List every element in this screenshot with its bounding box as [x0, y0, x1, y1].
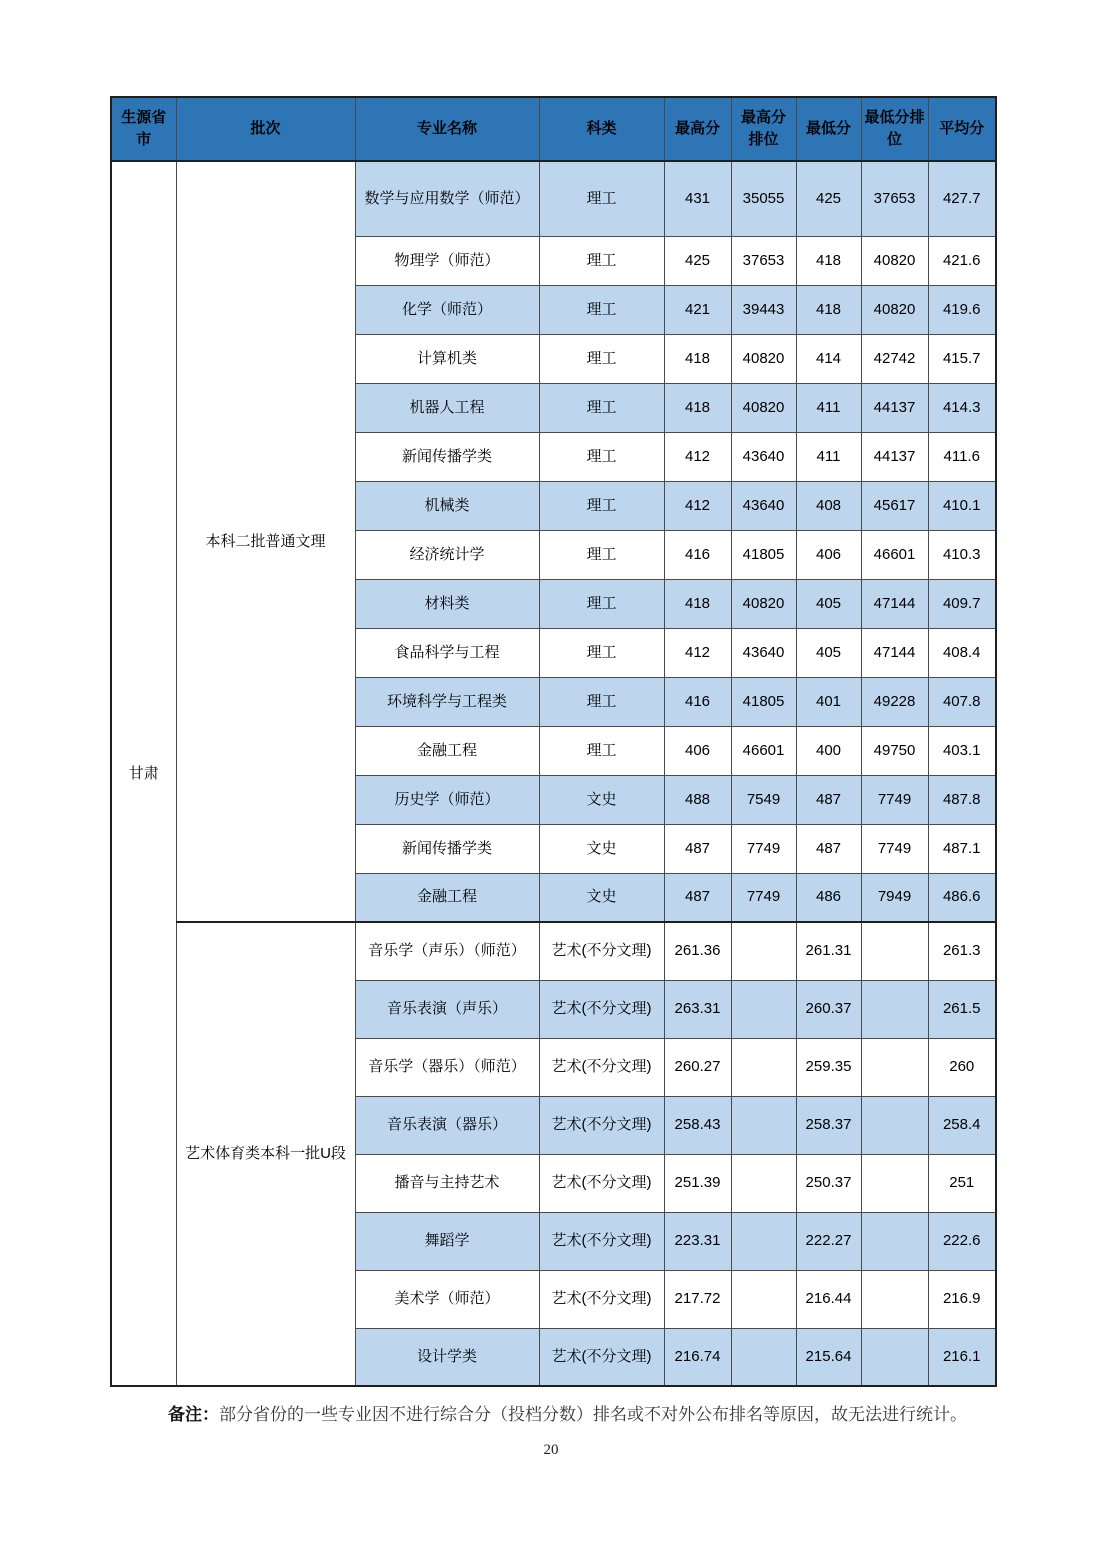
- min-rank-cell: [861, 1270, 928, 1328]
- min-score-cell: 405: [796, 628, 861, 677]
- min-rank-cell: 47144: [861, 579, 928, 628]
- table-row: [111, 922, 996, 980]
- min-rank-cell: 40820: [861, 285, 928, 334]
- avg-score-cell: 427.7: [928, 161, 996, 236]
- column-header-0: 生源省市: [111, 97, 176, 161]
- max-rank-cell: 41805: [731, 530, 796, 579]
- max-score-cell: 406: [664, 726, 731, 775]
- category-cell: 理工: [539, 161, 664, 236]
- max-score-cell: 412: [664, 628, 731, 677]
- min-score-cell: 487: [796, 824, 861, 873]
- min-rank-cell: 37653: [861, 161, 928, 236]
- major-cell: 音乐学（声乐）（师范）: [355, 922, 539, 980]
- avg-score-cell: 261.5: [928, 980, 996, 1038]
- batch-cell: 艺术体育类本科一批U段: [176, 922, 355, 1386]
- category-cell: 艺术(不分文理): [539, 980, 664, 1038]
- min-score-cell: 411: [796, 383, 861, 432]
- max-rank-cell: 39443: [731, 285, 796, 334]
- min-score-cell: 425: [796, 161, 861, 236]
- max-score-cell: 261.36: [664, 922, 731, 980]
- max-rank-cell: [731, 1096, 796, 1154]
- max-rank-cell: 7549: [731, 775, 796, 824]
- major-cell: 音乐表演（声乐）: [355, 980, 539, 1038]
- batch-cell: 本科二批普通文理: [176, 161, 355, 922]
- max-score-cell: 488: [664, 775, 731, 824]
- avg-score-cell: 410.3: [928, 530, 996, 579]
- max-score-cell: 216.74: [664, 1328, 731, 1386]
- avg-score-cell: 487.1: [928, 824, 996, 873]
- category-cell: 理工: [539, 383, 664, 432]
- max-rank-cell: 41805: [731, 677, 796, 726]
- max-rank-cell: 43640: [731, 481, 796, 530]
- max-rank-cell: [731, 1270, 796, 1328]
- min-rank-cell: 47144: [861, 628, 928, 677]
- min-score-cell: 250.37: [796, 1154, 861, 1212]
- footnote-text: 部分省份的一些专业因不进行综合分（投档分数）排名或不对外公布排名等原因，故无法进行统计。: [219, 1405, 967, 1424]
- avg-score-cell: 216.9: [928, 1270, 996, 1328]
- major-cell: 计算机类: [355, 334, 539, 383]
- max-score-cell: 416: [664, 530, 731, 579]
- category-cell: 艺术(不分文理): [539, 1096, 664, 1154]
- min-rank-cell: 49750: [861, 726, 928, 775]
- min-rank-cell: [861, 1096, 928, 1154]
- avg-score-cell: 414.3: [928, 383, 996, 432]
- category-cell: 理工: [539, 432, 664, 481]
- min-score-cell: 401: [796, 677, 861, 726]
- max-rank-cell: 37653: [731, 236, 796, 285]
- min-rank-cell: 7949: [861, 873, 928, 922]
- major-cell: 新闻传播学类: [355, 432, 539, 481]
- max-score-cell: 421: [664, 285, 731, 334]
- column-header-7: 最低分排位: [861, 97, 928, 161]
- avg-score-cell: 408.4: [928, 628, 996, 677]
- category-cell: 理工: [539, 726, 664, 775]
- major-cell: 化学（师范）: [355, 285, 539, 334]
- major-cell: 经济统计学: [355, 530, 539, 579]
- category-cell: 艺术(不分文理): [539, 1154, 664, 1212]
- category-cell: 理工: [539, 677, 664, 726]
- max-score-cell: 223.31: [664, 1212, 731, 1270]
- major-cell: 金融工程: [355, 873, 539, 922]
- column-header-6: 最低分: [796, 97, 861, 161]
- major-cell: 材料类: [355, 579, 539, 628]
- min-rank-cell: 45617: [861, 481, 928, 530]
- max-rank-cell: 43640: [731, 432, 796, 481]
- avg-score-cell: 222.6: [928, 1212, 996, 1270]
- min-score-cell: 216.44: [796, 1270, 861, 1328]
- max-score-cell: 260.27: [664, 1038, 731, 1096]
- max-score-cell: 431: [664, 161, 731, 236]
- min-score-cell: 405: [796, 579, 861, 628]
- admission-scores-table: [110, 96, 997, 1387]
- max-score-cell: 412: [664, 481, 731, 530]
- min-rank-cell: [861, 1154, 928, 1212]
- max-score-cell: 418: [664, 383, 731, 432]
- min-score-cell: 215.64: [796, 1328, 861, 1386]
- min-score-cell: 418: [796, 285, 861, 334]
- min-rank-cell: 46601: [861, 530, 928, 579]
- min-score-cell: 411: [796, 432, 861, 481]
- avg-score-cell: 411.6: [928, 432, 996, 481]
- max-rank-cell: [731, 980, 796, 1038]
- footnote: [168, 1398, 1008, 1433]
- min-rank-cell: 44137: [861, 432, 928, 481]
- min-rank-cell: 49228: [861, 677, 928, 726]
- major-cell: 数学与应用数学（师范）: [355, 161, 539, 236]
- major-cell: 新闻传播学类: [355, 824, 539, 873]
- category-cell: 文史: [539, 873, 664, 922]
- min-rank-cell: 40820: [861, 236, 928, 285]
- avg-score-cell: 415.7: [928, 334, 996, 383]
- max-score-cell: 416: [664, 677, 731, 726]
- category-cell: 理工: [539, 579, 664, 628]
- min-rank-cell: 44137: [861, 383, 928, 432]
- max-rank-cell: [731, 1212, 796, 1270]
- min-score-cell: 486: [796, 873, 861, 922]
- avg-score-cell: 216.1: [928, 1328, 996, 1386]
- avg-score-cell: 419.6: [928, 285, 996, 334]
- max-rank-cell: 7749: [731, 824, 796, 873]
- avg-score-cell: 486.6: [928, 873, 996, 922]
- max-score-cell: 217.72: [664, 1270, 731, 1328]
- min-score-cell: 400: [796, 726, 861, 775]
- min-score-cell: 222.27: [796, 1212, 861, 1270]
- avg-score-cell: 403.1: [928, 726, 996, 775]
- min-score-cell: 418: [796, 236, 861, 285]
- max-rank-cell: 43640: [731, 628, 796, 677]
- min-rank-cell: 42742: [861, 334, 928, 383]
- min-rank-cell: [861, 1212, 928, 1270]
- avg-score-cell: 487.8: [928, 775, 996, 824]
- category-cell: 艺术(不分文理): [539, 1270, 664, 1328]
- major-cell: 机器人工程: [355, 383, 539, 432]
- avg-score-cell: 421.6: [928, 236, 996, 285]
- max-rank-cell: 46601: [731, 726, 796, 775]
- table-body: [111, 161, 996, 1386]
- min-score-cell: 406: [796, 530, 861, 579]
- max-score-cell: 251.39: [664, 1154, 731, 1212]
- major-cell: 音乐表演（器乐）: [355, 1096, 539, 1154]
- category-cell: 艺术(不分文理): [539, 1038, 664, 1096]
- column-header-1: 批次: [176, 97, 355, 161]
- max-score-cell: 487: [664, 824, 731, 873]
- category-cell: 文史: [539, 824, 664, 873]
- major-cell: 物理学（师范）: [355, 236, 539, 285]
- major-cell: 音乐学（器乐）（师范）: [355, 1038, 539, 1096]
- max-rank-cell: [731, 1038, 796, 1096]
- category-cell: 艺术(不分文理): [539, 1212, 664, 1270]
- table-row: [111, 161, 996, 236]
- column-header-8: 平均分: [928, 97, 996, 161]
- avg-score-cell: 410.1: [928, 481, 996, 530]
- max-score-cell: 418: [664, 579, 731, 628]
- major-cell: 历史学（师范）: [355, 775, 539, 824]
- min-rank-cell: 7749: [861, 775, 928, 824]
- avg-score-cell: 258.4: [928, 1096, 996, 1154]
- min-score-cell: 260.37: [796, 980, 861, 1038]
- max-rank-cell: [731, 1154, 796, 1212]
- min-rank-cell: [861, 1038, 928, 1096]
- major-cell: 美术学（师范）: [355, 1270, 539, 1328]
- footnote-label: 备注：: [168, 1405, 219, 1424]
- avg-score-cell: 407.8: [928, 677, 996, 726]
- page-number: 20: [543, 1442, 559, 1458]
- max-rank-cell: 7749: [731, 873, 796, 922]
- major-cell: 环境科学与工程类: [355, 677, 539, 726]
- max-rank-cell: [731, 1328, 796, 1386]
- max-score-cell: 418: [664, 334, 731, 383]
- min-score-cell: 261.31: [796, 922, 861, 980]
- major-cell: 机械类: [355, 481, 539, 530]
- min-rank-cell: 7749: [861, 824, 928, 873]
- category-cell: 理工: [539, 530, 664, 579]
- header-row: [111, 97, 996, 161]
- major-cell: 舞蹈学: [355, 1212, 539, 1270]
- category-cell: 理工: [539, 236, 664, 285]
- min-rank-cell: [861, 980, 928, 1038]
- category-cell: 艺术(不分文理): [539, 1328, 664, 1386]
- major-cell: 金融工程: [355, 726, 539, 775]
- avg-score-cell: 261.3: [928, 922, 996, 980]
- column-header-3: 科类: [539, 97, 664, 161]
- category-cell: 文史: [539, 775, 664, 824]
- min-score-cell: 487: [796, 775, 861, 824]
- max-rank-cell: [731, 922, 796, 980]
- avg-score-cell: 251: [928, 1154, 996, 1212]
- column-header-4: 最高分: [664, 97, 731, 161]
- category-cell: 理工: [539, 481, 664, 530]
- min-score-cell: 258.37: [796, 1096, 861, 1154]
- max-rank-cell: 35055: [731, 161, 796, 236]
- min-score-cell: 408: [796, 481, 861, 530]
- min-score-cell: 414: [796, 334, 861, 383]
- max-rank-cell: 40820: [731, 383, 796, 432]
- major-cell: 播音与主持艺术: [355, 1154, 539, 1212]
- table-header: [111, 97, 996, 161]
- avg-score-cell: 409.7: [928, 579, 996, 628]
- major-cell: 设计学类: [355, 1328, 539, 1386]
- major-cell: 食品科学与工程: [355, 628, 539, 677]
- avg-score-cell: 260: [928, 1038, 996, 1096]
- max-score-cell: 487: [664, 873, 731, 922]
- max-score-cell: 263.31: [664, 980, 731, 1038]
- category-cell: 理工: [539, 334, 664, 383]
- max-rank-cell: 40820: [731, 579, 796, 628]
- min-rank-cell: [861, 1328, 928, 1386]
- column-header-5: 最高分排位: [731, 97, 796, 161]
- min-score-cell: 259.35: [796, 1038, 861, 1096]
- max-rank-cell: 40820: [731, 334, 796, 383]
- column-header-2: 专业名称: [355, 97, 539, 161]
- max-score-cell: 425: [664, 236, 731, 285]
- category-cell: 理工: [539, 285, 664, 334]
- category-cell: 理工: [539, 628, 664, 677]
- max-score-cell: 412: [664, 432, 731, 481]
- min-rank-cell: [861, 922, 928, 980]
- max-score-cell: 258.43: [664, 1096, 731, 1154]
- province-cell: 甘肃: [111, 161, 176, 1386]
- category-cell: 艺术(不分文理): [539, 922, 664, 980]
